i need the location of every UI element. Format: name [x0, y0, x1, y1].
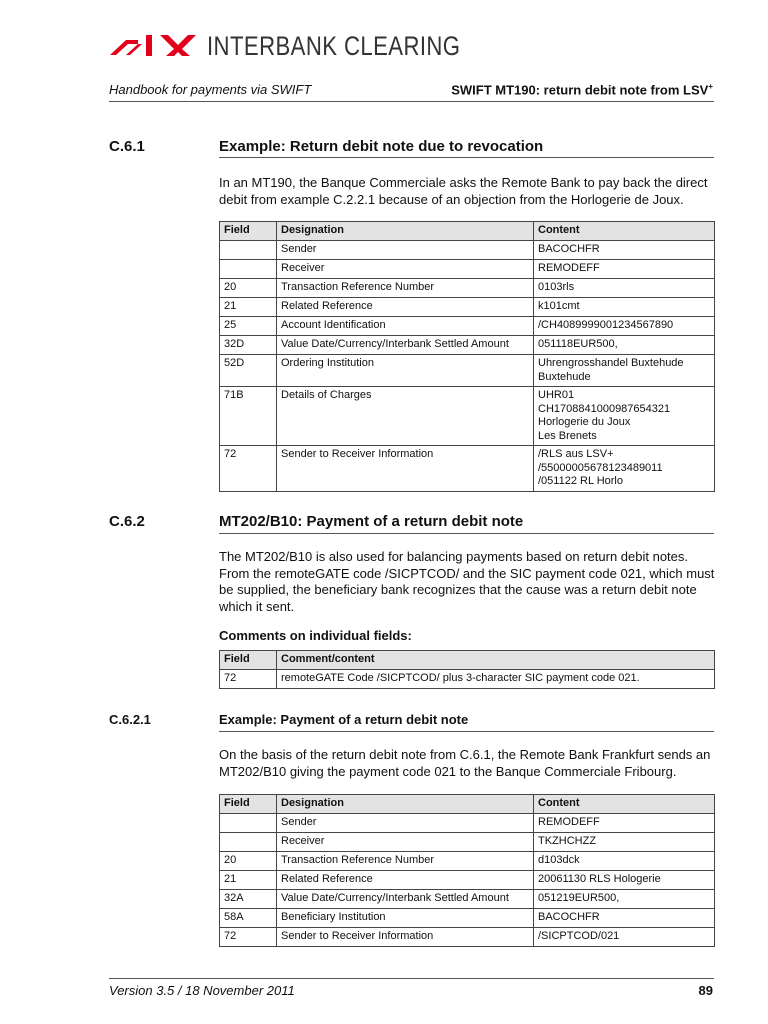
header-rule — [109, 101, 714, 102]
table-cell: 051219EUR500, — [534, 890, 715, 909]
table-cell: 25 — [220, 317, 277, 336]
table-cell: 72 — [220, 446, 277, 492]
table-cell: Uhrengrosshandel Buxtehude Buxtehude — [534, 355, 715, 387]
table-row — [220, 814, 715, 833]
table-cell: Sender to Receiver Information — [277, 446, 534, 492]
table-cell: Receiver — [277, 833, 534, 852]
table-cell: Sender — [277, 241, 534, 260]
table-cell: 72 — [220, 928, 277, 947]
table-cell: 20 — [220, 279, 277, 298]
section-title: MT202/B10: Payment of a return debit note — [219, 513, 524, 530]
table-header-row — [220, 222, 715, 241]
table-row — [220, 317, 715, 336]
table-cell: Beneficiary Institution — [277, 909, 534, 928]
subsection-intro: On the basis of the return debit note from C.6.1, the Remote Bank Frankfurt sends an MT202/B10 giving the payment code 021 to the Banque Commerciale Fribourg. — [219, 747, 711, 779]
table-row — [220, 336, 715, 355]
table-cell: 32A — [220, 890, 277, 909]
section-intro: In an MT190, the Banque Commerciale asks the Remote Bank to pay back the direct debit from example C.2.2.1 because of an objection from the Horlogerie de Joux. — [219, 175, 708, 207]
table-row — [220, 670, 715, 689]
table-header-row — [220, 795, 715, 814]
six-logo-mark — [108, 31, 203, 61]
column-header: Comment/content — [277, 651, 715, 670]
field-comments-table — [219, 650, 715, 689]
column-header: Field — [220, 222, 277, 241]
table-cell: 52D — [220, 355, 277, 387]
table-cell: BACOCHFR — [534, 241, 715, 260]
table-row — [220, 833, 715, 852]
running-header-left: Handbook for payments via SWIFT — [109, 82, 312, 97]
column-header: Field — [220, 651, 277, 670]
table-row — [220, 852, 715, 871]
table-cell: remoteGATE Code /SICPTCOD/ plus 3-character SIC payment code 021. — [277, 670, 715, 689]
section-number: C.6.2 — [109, 513, 145, 530]
table-cell: 21 — [220, 871, 277, 890]
table-cell: Transaction Reference Number — [277, 852, 534, 871]
table-row — [220, 890, 715, 909]
table-row — [220, 279, 715, 298]
running-header-title: SWIFT MT190: return debit note from LSV — [451, 82, 709, 98]
table-cell: /SICPTCOD/021 — [534, 928, 715, 947]
table-row — [220, 909, 715, 928]
table-cell — [220, 241, 277, 260]
table-cell: Account Identification — [277, 317, 534, 336]
table-cell: BACOCHFR — [534, 909, 715, 928]
table-cell: UHR01 CH1708841000987654321 Horlogerie du Joux Les Brenets — [534, 387, 715, 446]
table-cell: Value Date/Currency/Interbank Settled Amount — [277, 336, 534, 355]
table-cell: Ordering Institution — [277, 355, 534, 387]
table-cell: REMODEFF — [534, 814, 715, 833]
table-cell: 20 — [220, 852, 277, 871]
subsection-number: C.6.2.1 — [109, 712, 151, 727]
page-number: 89 — [698, 983, 713, 998]
table-row — [220, 260, 715, 279]
table-cell: Sender to Receiver Information — [277, 928, 534, 947]
six-logo — [108, 30, 516, 62]
table-cell: 21 — [220, 298, 277, 317]
table-row — [220, 387, 715, 446]
table-cell: 71B — [220, 387, 277, 446]
table-cell: 20061130 RLS Hologerie — [534, 871, 715, 890]
section-number: C.6.1 — [109, 138, 145, 155]
section-intro: The MT202/B10 is also used for balancing payments based on return debit notes. From the remoteGATE code /SICPTCOD/ and the SIC payment code 021, which must be supplied, the beneficiary bank recognizes that the cause was a return debit note which it sent. — [219, 549, 715, 614]
footer-version: Version 3.5 / 18 November 2011 — [109, 983, 295, 998]
table-cell: 58A — [220, 909, 277, 928]
table-row — [220, 298, 715, 317]
logo-wordmark: INTERBANK CLEARING — [207, 30, 461, 61]
section-rule — [219, 533, 714, 534]
table-cell: Sender — [277, 814, 534, 833]
table-cell — [220, 814, 277, 833]
table-header-row — [220, 651, 715, 670]
table-cell: Receiver — [277, 260, 534, 279]
running-header-right — [451, 82, 713, 97]
table-cell: Transaction Reference Number — [277, 279, 534, 298]
table-row — [220, 355, 715, 387]
table-row — [220, 241, 715, 260]
table-cell: 32D — [220, 336, 277, 355]
table-cell — [220, 260, 277, 279]
comments-heading: Comments on individual fields: — [219, 628, 412, 643]
table-cell: Details of Charges — [277, 387, 534, 446]
section-rule — [219, 157, 714, 158]
column-header: Field — [220, 795, 277, 814]
subsection-rule — [219, 731, 714, 732]
table-cell: Related Reference — [277, 871, 534, 890]
footer-rule — [109, 978, 714, 979]
table-cell: d103dck — [534, 852, 715, 871]
mt190-example-table — [219, 221, 715, 492]
table-row — [220, 928, 715, 947]
table-cell: 051118EUR500, — [534, 336, 715, 355]
table-row — [220, 446, 715, 492]
column-header: Designation — [277, 222, 534, 241]
table-cell — [220, 833, 277, 852]
section-title: Example: Return debit note due to revocation — [219, 138, 544, 155]
table-cell: k101cmt — [534, 298, 715, 317]
table-cell: Value Date/Currency/Interbank Settled Amount — [277, 890, 534, 909]
table-cell: /RLS aus LSV+ /55000005678123489011 /051122 RL Horlo — [534, 446, 715, 492]
table-cell: /CH4089999001234567890 — [534, 317, 715, 336]
column-header: Designation — [277, 795, 534, 814]
table-cell: 72 — [220, 670, 277, 689]
table-cell: Related Reference — [277, 298, 534, 317]
table-row — [220, 871, 715, 890]
column-header: Content — [534, 795, 715, 814]
table-cell: TKZHCHZZ — [534, 833, 715, 852]
mt202-example-table — [219, 794, 715, 947]
table-cell: 0103rls — [534, 279, 715, 298]
column-header: Content — [534, 222, 715, 241]
running-header-sup: + — [708, 82, 713, 91]
subsection-title: Example: Payment of a return debit note — [219, 712, 469, 727]
table-cell: REMODEFF — [534, 260, 715, 279]
